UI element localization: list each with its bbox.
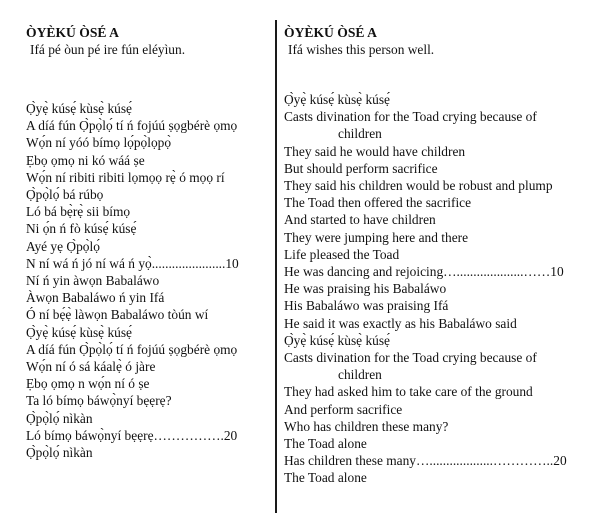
yoruba-verse-line: Ló bá bẹ̀rẹ̀ sii bímọ <box>26 204 131 220</box>
yoruba-verse-line: Ọ̀pọ̀lọ́ bá rúbọ <box>26 187 104 203</box>
yoruba-verse-line: Ọ̀yẹ̀ kúsẹ́ kùsẹ̀ kúsẹ́ <box>26 324 132 340</box>
english-verse-line: Ọ̀yẹ̀ kúsẹ́ kùsẹ̀ kúsẹ́ <box>284 92 390 107</box>
yoruba-heading: ÒYÈKÚ ÒSÉ A <box>26 25 119 40</box>
english-verse-line: He said it was exactly as his Babaláwo said <box>284 315 517 331</box>
english-verse-line: Life pleased the Toad <box>284 246 400 262</box>
english-verse-line: Casts divination for the Toad crying because of <box>284 109 537 125</box>
english-verse-line: And started to have children <box>284 212 436 228</box>
yoruba-verse-line: Ni ọ́n ń fò kúsẹ́ kúsẹ́ <box>26 221 137 237</box>
english-verse-line: But should perform sacrifice <box>284 160 438 176</box>
english-verse-line: He was dancing and rejoicing…....................……10 <box>284 264 564 280</box>
english-verse <box>284 91 602 487</box>
english-verse-line: Ọ̀yẹ̀ kúsẹ́ kùsẹ̀ kúsẹ́ <box>284 332 390 348</box>
english-verse-line: The Toad then offered the sacrifice <box>284 195 472 211</box>
english-verse-line: They were jumping here and there <box>284 229 469 245</box>
english-verse-line: They said his children would be robust and plump <box>284 178 553 194</box>
english-subtitle: Ifá wishes this person well. <box>288 42 435 57</box>
yoruba-verse-line: A díá fún Ọ̀pọ̀lọ́ tí ń fojúú ṣọgbérè ọmọ <box>26 341 238 357</box>
english-gap <box>284 58 602 91</box>
english-verse-line: Who has children these many? <box>284 418 449 434</box>
yoruba-verse-line: Wọ́n ní yóó bímọ lọ́pọ̀lọpọ̀ <box>26 135 172 151</box>
yoruba-verse-line: Ẹbọ ọmọ n wọ́n ní ó ṣe <box>26 376 150 392</box>
yoruba-verse-line: Ta ló bímọ báwọ̀nyí bẹẹrẹ? <box>26 393 172 409</box>
english-heading: ÒYÈKÚ ÒSÉ A <box>284 25 377 40</box>
yoruba-verse-line: Wọ́n ní ó sá káalẹ̀ ó jàre <box>26 359 156 375</box>
english-verse-line: They said he would have children <box>284 143 466 159</box>
yoruba-gap <box>26 58 262 100</box>
english-verse-line: They had asked him to take care of the ground <box>284 384 533 400</box>
english-column <box>284 24 602 487</box>
yoruba-column <box>26 24 262 461</box>
yoruba-verse-line: Wọ́n ní ribiti ribiti lọmọọ rẹ̀ ó mọọ rí <box>26 169 225 185</box>
yoruba-verse <box>26 100 262 461</box>
english-verse-line: His Babaláwo was praising Ifá <box>284 298 449 314</box>
yoruba-verse-line: Ọ̀pọ̀lọ́ nìkàn <box>26 445 93 461</box>
english-verse-line: children <box>338 126 382 142</box>
yoruba-verse-line: A díá fún Ọ̀pọ̀lọ́ tí ń fojúú ṣọgbérè ọmọ <box>26 118 238 134</box>
english-verse-line: Casts divination for the Toad crying because of <box>284 350 537 366</box>
english-verse-line: children <box>338 367 382 383</box>
english-verse-line: He was praising his Babaláwo <box>284 281 447 297</box>
yoruba-verse-line: Ọ̀pọ̀lọ́ nìkàn <box>26 410 93 426</box>
column-divider <box>275 20 277 513</box>
yoruba-subtitle: Ifá pé òun pé ire fún eléyìun. <box>30 42 186 57</box>
yoruba-verse-line: Ó ní bẹ́ẹ̀ làwọn Babaláwo tòún wí <box>26 307 209 323</box>
english-verse-line: Has children these many…...................…………..20 <box>284 453 567 469</box>
yoruba-verse-line: N ní wá ń jó ní wá ń yọ̀......................10 <box>26 255 239 271</box>
yoruba-verse-line: Ló bímọ báwọ̀nyí bẹẹrẹ…………….20 <box>26 427 238 443</box>
english-verse-line: And perform sacrifice <box>284 401 403 417</box>
english-verse-line: The Toad alone <box>284 436 367 452</box>
yoruba-verse-line: Àwọn Babaláwo ń yin Ifá <box>26 290 165 306</box>
english-verse-line: The Toad alone <box>284 470 367 486</box>
yoruba-verse-line: Ní ń yin àwọn Babaláwo <box>26 273 160 289</box>
yoruba-verse-line: Ẹbọ ọmọ ni kó wáá ṣe <box>26 152 145 168</box>
yoruba-verse-line: Ọ̀yẹ̀ kúsẹ́ kùsẹ̀ kúsẹ́ <box>26 101 132 116</box>
yoruba-verse-line: Ayé yẹ Ọ̀pọ̀lọ́ <box>26 238 100 254</box>
